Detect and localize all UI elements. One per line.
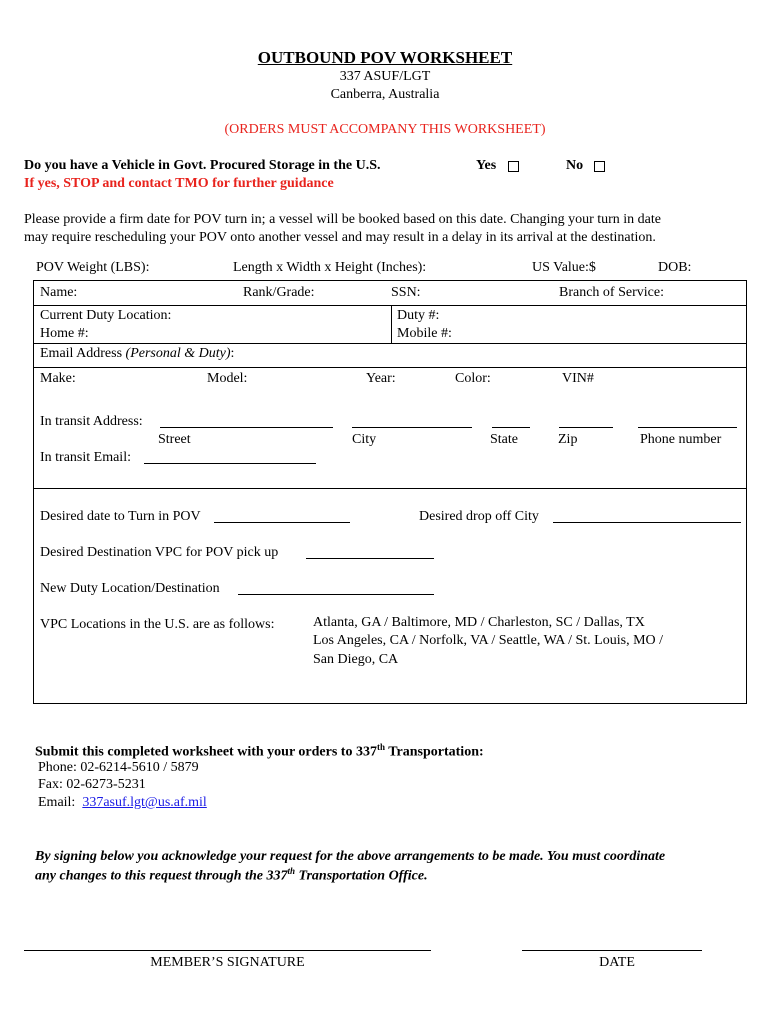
- form-divider: [33, 343, 747, 344]
- duty-phone-label: Duty #:: [397, 308, 440, 323]
- city-caption: City: [352, 432, 377, 447]
- duty-location-label: Current Duty Location:: [40, 308, 172, 323]
- submit-phone: Phone: 02-6214-5610 / 5879: [38, 760, 199, 775]
- submit-fax: Fax: 02-6273-5231: [38, 777, 146, 792]
- new-duty-location-label: New Duty Location/Destination: [40, 581, 220, 596]
- acknowledgement-line-2: [35, 866, 428, 885]
- acknowledgement-tail: Transportation Office.: [294, 868, 428, 884]
- unit-name: 337 ASUF/LGT: [339, 69, 431, 84]
- submit-heading-text: Submit this completed worksheet with your orders to 337: [35, 744, 377, 760]
- submit-email-label: Email:: [38, 795, 83, 810]
- city-field-line[interactable]: [352, 427, 472, 428]
- rank-label: Rank/Grade:: [243, 285, 315, 300]
- date-signature-line[interactable]: [522, 950, 702, 951]
- make-label: Make:: [40, 371, 76, 386]
- storage-warning: If yes, STOP and contact TMO for further guidance: [24, 176, 334, 191]
- orders-notice: (ORDERS MUST ACCOMPANY THIS WORKSHEET): [224, 122, 546, 137]
- dimensions-label: Length x Width x Height (Inches):: [233, 260, 427, 275]
- email-label-text: Email Address: [40, 346, 123, 361]
- vpc-locations-label: VPC Locations in the U.S. are as follows:: [40, 617, 275, 632]
- transit-email-label: In transit Email:: [40, 450, 131, 465]
- instructions-line-2: may require rescheduling your POV onto another vessel and may result in a delay in its arrival at the destination.: [24, 230, 656, 245]
- unit-location: Canberra, Australia: [330, 87, 440, 102]
- yes-label: Yes: [476, 158, 497, 173]
- zip-field-line[interactable]: [559, 427, 613, 428]
- model-label: Model:: [207, 371, 248, 386]
- form-divider: [33, 488, 747, 489]
- email-label-colon: :: [230, 346, 235, 361]
- vin-label: VIN#: [562, 371, 594, 386]
- branch-label: Branch of Service:: [559, 285, 664, 300]
- destination-vpc-field-line[interactable]: [306, 558, 434, 559]
- email-label-note: (Personal & Duty): [125, 346, 231, 361]
- submit-heading-sup: th: [376, 742, 385, 752]
- transit-address-label: In transit Address:: [40, 414, 143, 429]
- submit-heading-tail: Transportation:: [384, 744, 484, 760]
- vpc-locations-line-3: San Diego, CA: [313, 652, 399, 667]
- drop-off-city-label: Desired drop off City: [419, 509, 539, 524]
- submit-heading: [35, 742, 484, 761]
- destination-vpc-label: Desired Destination VPC for POV pick up: [40, 545, 279, 560]
- email-address-label: [40, 346, 234, 362]
- acknowledgement-text: any changes to this request through the 337: [35, 868, 288, 884]
- form-divider: [391, 305, 392, 343]
- member-signature-line[interactable]: [24, 950, 431, 951]
- date-label: DATE: [599, 955, 635, 970]
- member-signature-label: MEMBER’S SIGNATURE: [150, 955, 305, 970]
- storage-question: Do you have a Vehicle in Govt. Procured Storage in the U.S.: [24, 158, 381, 173]
- street-field-line[interactable]: [160, 427, 333, 428]
- drop-off-city-field-line[interactable]: [553, 522, 741, 523]
- home-phone-label: Home #:: [40, 326, 89, 341]
- no-checkbox[interactable]: [594, 161, 605, 172]
- submit-email-link[interactable]: 337asuf.lgt@us.af.mil: [82, 795, 207, 810]
- state-field-line[interactable]: [492, 427, 530, 428]
- ssn-label: SSN:: [391, 285, 421, 300]
- name-label: Name:: [40, 285, 78, 300]
- color-label: Color:: [455, 371, 491, 386]
- phone-field-line[interactable]: [638, 427, 737, 428]
- us-value-label: US Value:$: [532, 260, 596, 275]
- no-label: No: [566, 158, 584, 173]
- form-divider: [33, 305, 747, 306]
- transit-email-field-line[interactable]: [144, 463, 316, 464]
- zip-caption: Zip: [558, 432, 578, 447]
- mobile-phone-label: Mobile #:: [397, 326, 452, 341]
- page-title: OUTBOUND POV WORKSHEET: [257, 48, 513, 67]
- turn-in-date-field-line[interactable]: [214, 522, 350, 523]
- submit-email: [38, 795, 207, 811]
- year-label: Year:: [366, 371, 396, 386]
- pov-weight-label: POV Weight (LBS):: [36, 260, 150, 275]
- form-divider: [33, 367, 747, 368]
- phone-caption: Phone number: [640, 432, 722, 447]
- vpc-locations-line-1: Atlanta, GA / Baltimore, MD / Charleston, SC / Dallas, TX: [313, 615, 645, 630]
- new-duty-location-field-line[interactable]: [238, 594, 434, 595]
- instructions-line-1: Please provide a firm date for POV turn in; a vessel will be booked based on this date. Changing your turn in date: [24, 212, 661, 227]
- dob-label: DOB:: [658, 260, 692, 275]
- vpc-locations-line-2: Los Angeles, CA / Norfolk, VA / Seattle, WA / St. Louis, MO /: [313, 633, 664, 648]
- state-caption: State: [490, 432, 518, 447]
- turn-in-date-label: Desired date to Turn in POV: [40, 509, 201, 524]
- acknowledgement-line-1: By signing below you acknowledge your request for the above arrangements to be made. You must coordinate: [35, 849, 666, 864]
- yes-checkbox[interactable]: [508, 161, 519, 172]
- acknowledgement-sup: th: [287, 866, 295, 876]
- street-caption: Street: [158, 432, 191, 447]
